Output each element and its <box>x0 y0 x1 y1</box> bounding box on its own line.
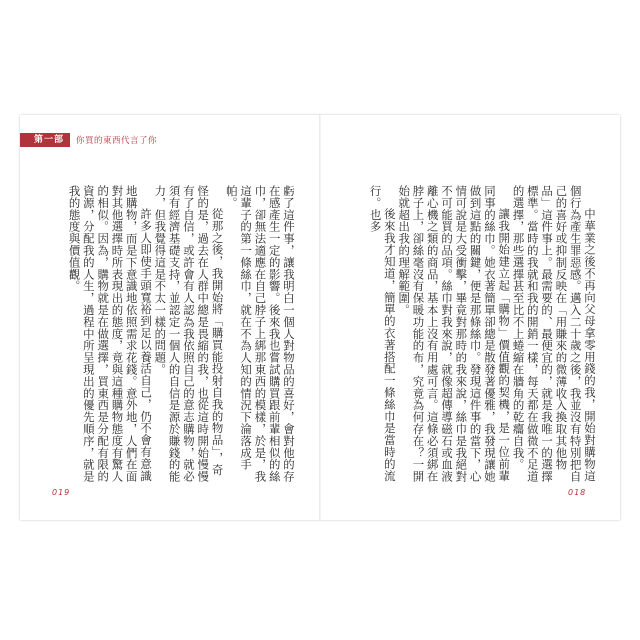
part-label: 第一部 <box>20 133 70 147</box>
left-page-body <box>67 185 296 485</box>
right-paragraph-2: 讓我開始建立起「購物」價值觀的契機，是一位前輩同事的絲巾。她衣著簡單卻總是散發著優雅，我發現讓她做到這點的關鍵，便是那條絲巾。發現這件事的當下，心情可說是大受衝擊，畢竟對那時的我來說，絲巾是我絕對不可能買的品項。絲巾對我來說，就像超傳導磁石或血液離心機之類的商品，基本上沒有用處可言。這條必須綁在脖子上，卻絲毫沒有保暖功能的布，究竟為何存在？一開始就超出我的理解範圍。 <box>397 185 512 483</box>
part-title: 你買的東西代言了你 <box>76 136 158 146</box>
running-header <box>20 133 320 147</box>
right-page-number: 018 <box>568 488 587 497</box>
right-paragraph-3: 後來我才知道，簡單的衣著搭配一條絲巾是當時的流行。也多 <box>368 185 397 482</box>
book-spread <box>20 115 620 520</box>
left-paragraph-1: 虧了這件事，讓我明白一個人對物品的喜好，會對他的存在感產生一定的影響。後來我也嘗試購買跟前輩相似的絲巾，卻無法適應在自己脖子上綁那東西的模樣，於是，我這輩子的第一條絲巾，就在不為人知的情況下淪落成手帕。 <box>224 185 296 483</box>
page-gutter <box>319 115 321 520</box>
left-paragraph-2: 從那之後，我開始將「購買能投射自我的物品」，奇怪的是，過去在人群中總是畏縮的我，也從這時開始慢慢有了自信，或許會有人認為我依照自己的意志購物，就必須有經濟基礎支持，並認定一個人的自信是源於賺錢的能力，但我覺得這是不太一樣的問題。 <box>153 185 225 483</box>
right-page-body <box>343 185 597 485</box>
left-paragraph-3: 許多人即使手頭寬裕到足以養活自己，仍不會有意識地購物，而是下意識地依照需求花錢。意外地，人們在面對其他選擇時所表現出的態度，竟與這種購物態度有驚人的相似。因為，購物就是在做選擇，買東西是分配有限的資源，分配我的人生，過程中所呈現出的優先順序，就是我的態度與價值觀。 <box>67 185 154 483</box>
left-page-number: 019 <box>52 488 71 497</box>
right-paragraph-1: 中華業之後不再向父母拿零用錢的我，開始對購物這個行為產生罪惡感。邁入二十歲之後，我並沒有特別把自己的喜好或抑制反映在「用賺來的微薄收入換取其他物品」這件事上。最需要的、最便宜的，就是我唯一的選擇標準。當時的我就和我的開銷一樣，每天都在做微不足道的選擇，那些選擇甚至比不上蜷縮在牆角的乾癟自我。 <box>511 185 597 483</box>
